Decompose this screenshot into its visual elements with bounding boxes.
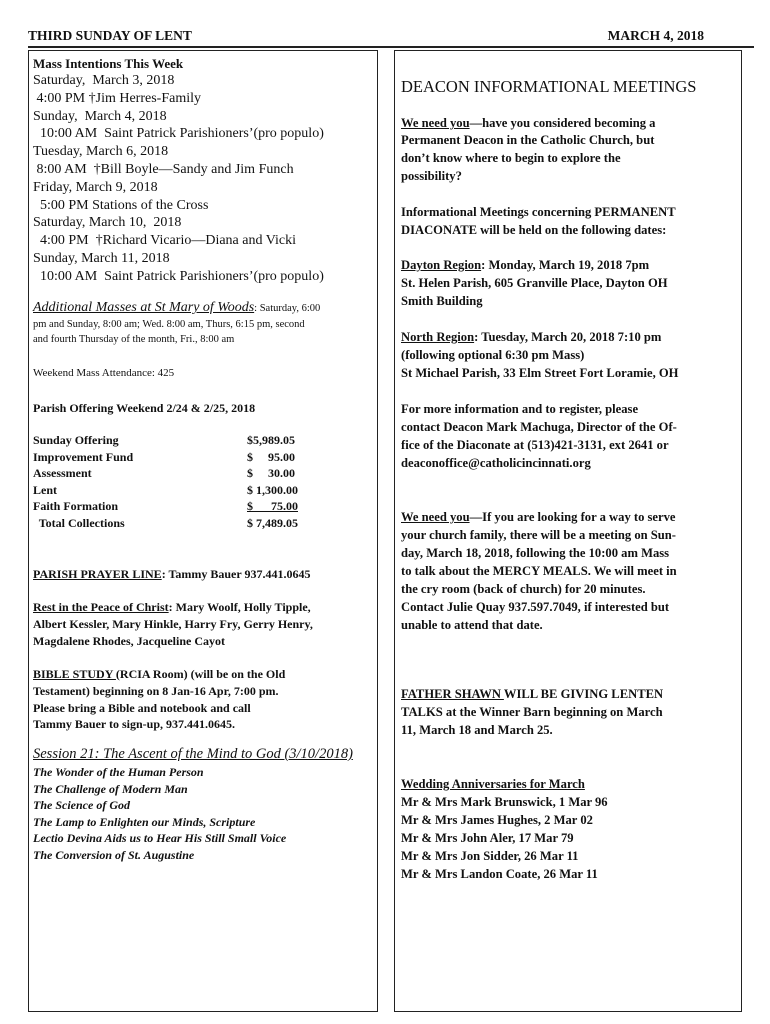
prayer-line: PARISH PRAYER LINE: Tammy Bauer 937.441.0645 <box>33 567 311 581</box>
mass-attendance: Weekend Mass Attendance: 425 <box>33 367 175 379</box>
header-right: MARCH 4, 2018 <box>607 28 704 43</box>
offering-row <box>33 466 363 481</box>
offering-amount: $ 30.00 <box>247 466 295 480</box>
anniversary-item: Mr & Mrs Jon Sidder, 26 Mar 11 <box>401 849 579 863</box>
bible-study: BIBLE STUDY (RCIA Room) (will be on the Old <box>33 667 286 681</box>
mass-intention-line: Sunday, March 11, 2018 <box>33 251 170 266</box>
shawn-line3: 11, March 18 and March 25. <box>401 723 553 737</box>
bible-line2: Testament) beginning on 8 Jan-16 Apr, 7:00 pm. <box>33 684 279 698</box>
session-item: The Lamp to Enlighten our Minds, Scripture <box>33 814 256 829</box>
additional-masses-line3: and fourth Thursday of the month, Fri., 8:00 am <box>33 334 235 345</box>
rest-line2: Albert Kessler, Mary Hinkle, Harry Fry, Gerry Henry, <box>33 617 313 631</box>
session-item: The Wonder of the Human Person <box>33 765 204 779</box>
session-title: Session 21: The Ascent of the Mind to God (3/10/2018) <box>33 746 353 762</box>
session-item: The Science of God <box>33 798 130 812</box>
mass-intention-line: Saturday, March 10, 2018 <box>33 215 182 231</box>
right-column <box>394 50 742 1012</box>
offering-label: Faith Formation <box>33 499 118 513</box>
offering-amount: $ 7,489.05 <box>247 515 298 530</box>
shawn-line2: TALKS at the Winner Barn beginning on March <box>401 705 663 719</box>
rest-line3: Magdalene Rhodes, Jacqueline Cayot <box>33 634 225 648</box>
anniversary-item: Mr & Mrs Mark Brunswick, 1 Mar 96 <box>401 795 608 809</box>
offering-amount: $ 1,300.00 <box>247 482 298 497</box>
mass-intention-line: 4:00 PM †Richard Vicario—Diana and Vicki <box>33 233 296 249</box>
offering-row <box>33 450 363 465</box>
bible-line4: Tammy Bauer to sign-up, 937.441.0645. <box>33 717 236 731</box>
more-info-line3: fice of the Diaconate at (513)421-3131, ext 2641 or <box>401 438 669 452</box>
mercy-line3: day, March 18, 2018, following the 10:00 am Mass <box>401 546 670 560</box>
dayton-region: Dayton Region: Monday, March 19, 2018 7pm <box>401 258 650 272</box>
deacon-need-line2: Permanent Deacon in the Catholic Church, but <box>401 133 655 147</box>
mercy-meals: We need you—If you are looking for a way to serve <box>401 510 676 524</box>
deacon-title: DEACON INFORMATIONAL MEETINGS <box>401 77 697 96</box>
dayton-line3: Smith Building <box>401 294 483 308</box>
mass-intention-line: 8:00 AM †Bill Boyle—Sandy and Jim Funch <box>33 162 294 177</box>
mercy-line2: your church family, there will be a meeting on Sun- <box>401 528 676 542</box>
deacon-info-line1: Informational Meetings concerning PERMANENT <box>401 205 676 219</box>
dayton-line2: St. Helen Parish, 605 Granville Place, Dayton OH <box>401 276 668 290</box>
header-left: THIRD SUNDAY OF LENT <box>28 28 192 43</box>
father-shawn: FATHER SHAWN WILL BE GIVING LENTEN <box>401 687 664 701</box>
offering-row <box>33 516 363 531</box>
offering-amount: $ 95.00 <box>247 449 295 464</box>
deacon-need: We need you—have you considered becoming a <box>401 116 656 130</box>
offering-amount: $ 75.00 <box>247 499 298 513</box>
more-info-line2: contact Deacon Mark Machuga, Director of the Of- <box>401 420 677 434</box>
offering-label: Lent <box>33 482 57 497</box>
offering-row <box>33 499 363 514</box>
mercy-line5: the cry room (back of church) for 20 minutes. <box>401 582 646 596</box>
mass-intention-line: 10:00 AM Saint Patrick Parishioners’(pro populo) <box>33 126 324 142</box>
deacon-need-line4: possibility? <box>401 169 462 183</box>
offering-label: Sunday Offering <box>33 433 119 447</box>
session-item: Lectio Devina Aids us to Hear His Still Small Voice <box>33 831 287 845</box>
north-region: North Region: Tuesday, March 20, 2018 7:10 pm <box>401 330 662 344</box>
offering-amount: $5,989.05 <box>247 433 295 447</box>
header-rule <box>28 46 754 48</box>
offering-label: Improvement Fund <box>33 449 134 464</box>
left-column <box>28 50 378 1012</box>
mass-intention-line: 10:00 AM Saint Patrick Parishioners’(pro populo) <box>33 268 324 284</box>
mass-intention-line: Friday, March 9, 2018 <box>33 179 158 195</box>
offering-label: Total Collections <box>33 515 125 530</box>
anniversary-item: Mr & Mrs James Hughes, 2 Mar 02 <box>401 813 593 827</box>
deacon-need-line3: don’t know where to begin to explore the <box>401 151 621 165</box>
mass-intention-line: 4:00 PM †Jim Herres-Family <box>33 90 201 106</box>
bible-line3: Please bring a Bible and notebook and call <box>33 701 251 715</box>
additional-masses: Additional Masses at St Mary of Woods: Saturday, 6:00 <box>33 300 321 315</box>
offering-label: Assessment <box>33 466 92 480</box>
north-line2: (following optional 6:30 pm Mass) <box>401 348 585 362</box>
mass-intention-line: 5:00 PM Stations of the Cross <box>33 197 209 213</box>
north-line3: St Michael Parish, 33 Elm Street Fort Loramie, OH <box>401 366 679 380</box>
rest-in-peace: Rest in the Peace of Christ: Mary Woolf, Holly Tipple, <box>33 600 311 614</box>
additional-masses-line2: pm and Sunday, 8:00 am; Wed. 8:00 am, Thurs, 6:15 pm, second <box>33 319 305 330</box>
mercy-line6: Contact Julie Quay 937.597.7049, if interested but <box>401 600 670 614</box>
offering-row <box>33 483 363 498</box>
offering-row <box>33 433 363 448</box>
session-item: The Challenge of Modern Man <box>33 781 188 796</box>
more-info-line1: For more information and to register, please <box>401 402 639 416</box>
offering-title: Parish Offering Weekend 2/24 & 2/25, 2018 <box>33 401 256 415</box>
mass-intention-line: Sunday, March 4, 2018 <box>33 108 167 124</box>
mass-intention-line: Saturday, March 3, 2018 <box>33 73 175 88</box>
additional-masses-title: Additional Masses at St Mary of Woods <box>33 300 255 315</box>
anniversary-item: Mr & Mrs John Aler, 17 Mar 79 <box>401 831 574 845</box>
mercy-line7: unable to attend that date. <box>401 618 543 632</box>
mercy-line4: to talk about the MERCY MEALS. We will meet in <box>401 564 677 578</box>
mass-intentions-title: Mass Intentions This Week <box>33 56 184 71</box>
page-header <box>28 28 728 46</box>
session-item: The Conversion of St. Augustine <box>33 847 195 862</box>
deacon-email: deaconoffice@catholicincinnati.org <box>401 456 591 470</box>
anniversary-item: Mr & Mrs Landon Coate, 26 Mar 11 <box>401 867 598 881</box>
mass-intention-line: Tuesday, March 6, 2018 <box>33 144 169 160</box>
anniversaries-title: Wedding Anniversaries for March <box>401 777 585 791</box>
deacon-info-line2: DIACONATE will be held on the following dates: <box>401 223 667 237</box>
